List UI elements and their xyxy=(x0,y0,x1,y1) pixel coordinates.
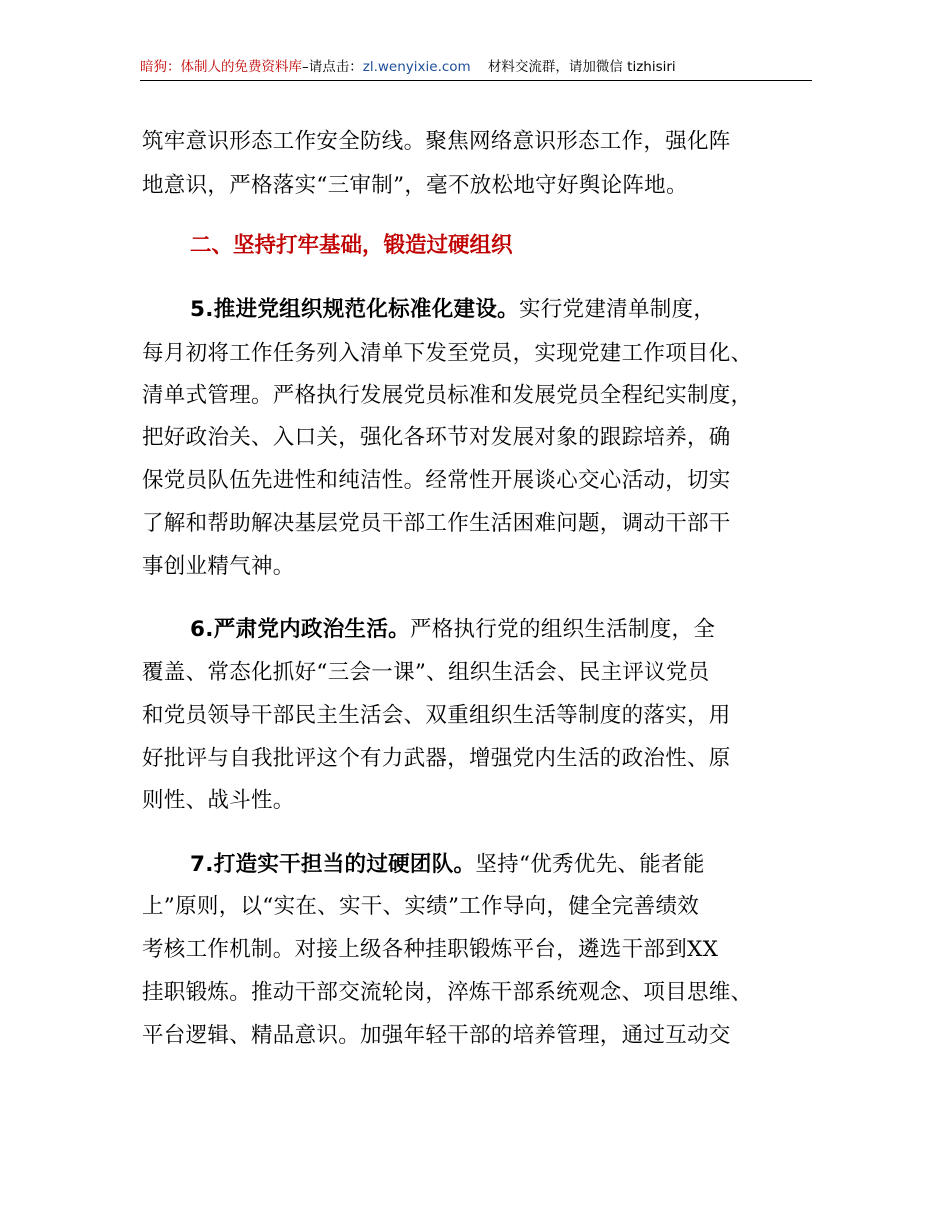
p7-lead: 7.打造实干担当的过硬团队。 xyxy=(190,852,476,877)
p5-line-1: 每月初将工作任务列入清单下发至党员，实现党建工作项目化、 xyxy=(142,341,753,366)
p5-lead: 5.推进党组织规范化标准化建设。 xyxy=(190,297,519,322)
p5-line-4: 保党员队伍先进性和纯洁性。经常性开展谈心交心活动，切实 xyxy=(142,468,731,493)
p5-line-2: 清单式管理。严格执行发展党员标准和发展党员全程纪实制度， xyxy=(142,383,753,408)
header-site-name: 暗狗：体制人的免费资料库 xyxy=(140,59,302,75)
page-header xyxy=(140,56,812,81)
intro-line-2: 地意识，严格落实“三审制”，毫不放松地守好舆论阵地。 xyxy=(142,173,688,198)
p7-first-text: 坚持“优秀优先、能者能 xyxy=(475,852,705,877)
intro-line-1: 筑牢意识形态工作安全防线。聚焦网络意识形态工作，强化阵 xyxy=(142,129,731,154)
p5-line-5: 了解和帮助解决基层党员干部工作生活困难问题，调动干部干 xyxy=(142,511,731,536)
p6-line-4: 则性、战斗性。 xyxy=(142,788,295,813)
header-click-prompt: –请点击： xyxy=(302,59,363,75)
header-url-link[interactable]: zl.wenyixie.com xyxy=(362,59,471,75)
p7-line-4: 平台逻辑、精品意识。加强年轻干部的培养管理，通过互动交 xyxy=(142,1023,731,1048)
p6-first-line xyxy=(190,616,715,644)
p6-line-1: 覆盖、常态化抓好“三会一课”、组织生活会、民主评议党员 xyxy=(142,660,710,685)
p5-line-6: 事创业精气神。 xyxy=(142,554,295,579)
section-heading: 二、坚持打牢基础，锻造过硬组织 xyxy=(190,233,513,258)
p6-lead: 6.严肃党内政治生活。 xyxy=(190,617,410,642)
p6-line-2: 和党员领导干部民主生活会、双重组织生活等制度的落实，用 xyxy=(142,703,731,728)
p6-first-text: 严格执行党的组织生活制度，全 xyxy=(409,617,716,642)
p5-line-3: 把好政治关、入口关，强化各环节对发展对象的跟踪培养，确 xyxy=(142,425,731,450)
p7-line-1: 上”原则，以“实在、实干、实绩”工作导向，健全完善绩效 xyxy=(142,894,700,919)
p6-line-3: 好批评与自我批评这个有力武器，增强党内生活的政治性、原 xyxy=(142,746,731,771)
p5-first-line xyxy=(190,296,715,324)
header-wechat-note: 材料交流群，请加微信 tizhisiri xyxy=(487,59,676,75)
p5-first-text: 实行党建清单制度， xyxy=(518,297,716,322)
p7-line-2: 考核工作机制。对接上级各种挂职锻炼平台，遴选干部到XX xyxy=(142,937,719,962)
p7-first-line xyxy=(190,851,705,879)
p7-line-3: 挂职锻炼。推动干部交流轮岗，淬炼干部系统观念、项目思维、 xyxy=(142,980,753,1005)
